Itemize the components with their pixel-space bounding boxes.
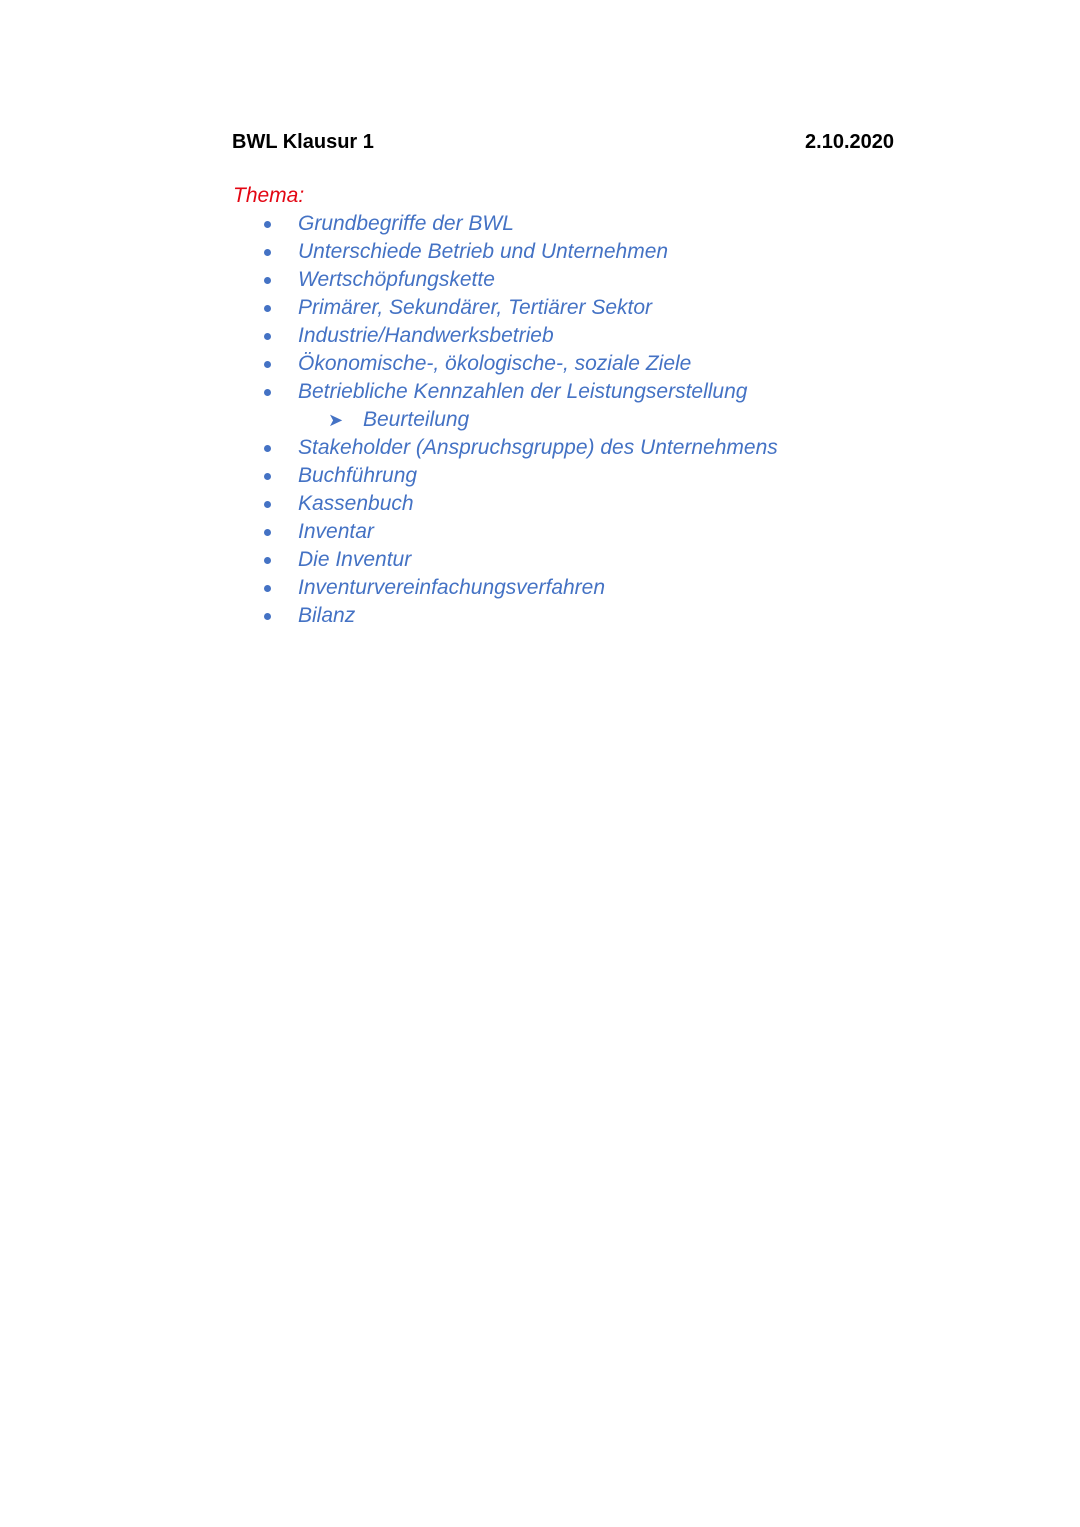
bullet-icon (264, 389, 271, 396)
bullet-icon (264, 529, 271, 536)
list-item (0, 266, 1080, 294)
list-item (0, 378, 1080, 406)
topic-heading: Thema: (233, 184, 305, 207)
bullet-icon (264, 305, 271, 312)
topic-list (0, 210, 1080, 630)
list-item-text: Wertschöpfungskette (298, 268, 495, 291)
list-item (0, 434, 1080, 462)
list-item-text: Inventar (298, 520, 374, 543)
bullet-icon (264, 473, 271, 480)
list-item-text: Ökonomische-, ökologische-, soziale Ziele (298, 352, 692, 375)
list-item (0, 518, 1080, 546)
list-item (0, 322, 1080, 350)
bullet-icon (264, 221, 271, 228)
list-item-text: Betriebliche Kennzahlen der Leistungserstellung (298, 380, 748, 403)
list-item (0, 602, 1080, 630)
list-item (0, 350, 1080, 378)
bullet-icon (264, 333, 271, 340)
document-title: BWL Klausur 1 (232, 131, 374, 153)
list-item-text: Bilanz (298, 604, 356, 627)
list-item (0, 238, 1080, 266)
bullet-icon (264, 613, 271, 620)
list-item (0, 462, 1080, 490)
list-item-text: Unterschiede Betrieb und Unternehmen (298, 240, 669, 263)
list-item-text: Industrie/Handwerksbetrieb (298, 324, 554, 347)
list-item (0, 546, 1080, 574)
bullet-icon (264, 557, 271, 564)
list-item-text: Buchführung (298, 464, 418, 487)
bullet-icon (264, 361, 271, 368)
bullet-icon (264, 277, 271, 284)
list-item (0, 490, 1080, 518)
list-item-text: Grundbegriffe der BWL (298, 212, 514, 235)
sub-list-item (0, 406, 1080, 434)
list-item-text: Primärer, Sekundärer, Tertiärer Sektor (298, 296, 653, 319)
bullet-icon (264, 501, 271, 508)
list-item-text: Kassenbuch (298, 492, 414, 515)
list-item (0, 294, 1080, 322)
list-item (0, 574, 1080, 602)
list-item-text: Stakeholder (Anspruchsgruppe) des Unternehmens (298, 436, 778, 459)
bullet-icon (264, 249, 271, 256)
document-date: 2.10.2020 (805, 131, 894, 153)
arrow-bullet-icon: ➤ (328, 410, 344, 430)
list-item (0, 210, 1080, 238)
list-item-text: Inventurvereinfachungsverfahren (298, 576, 606, 599)
sub-list-item-text: Beurteilung (363, 408, 470, 431)
list-item-text: Die Inventur (298, 548, 412, 571)
bullet-icon (264, 445, 271, 452)
bullet-icon (264, 585, 271, 592)
